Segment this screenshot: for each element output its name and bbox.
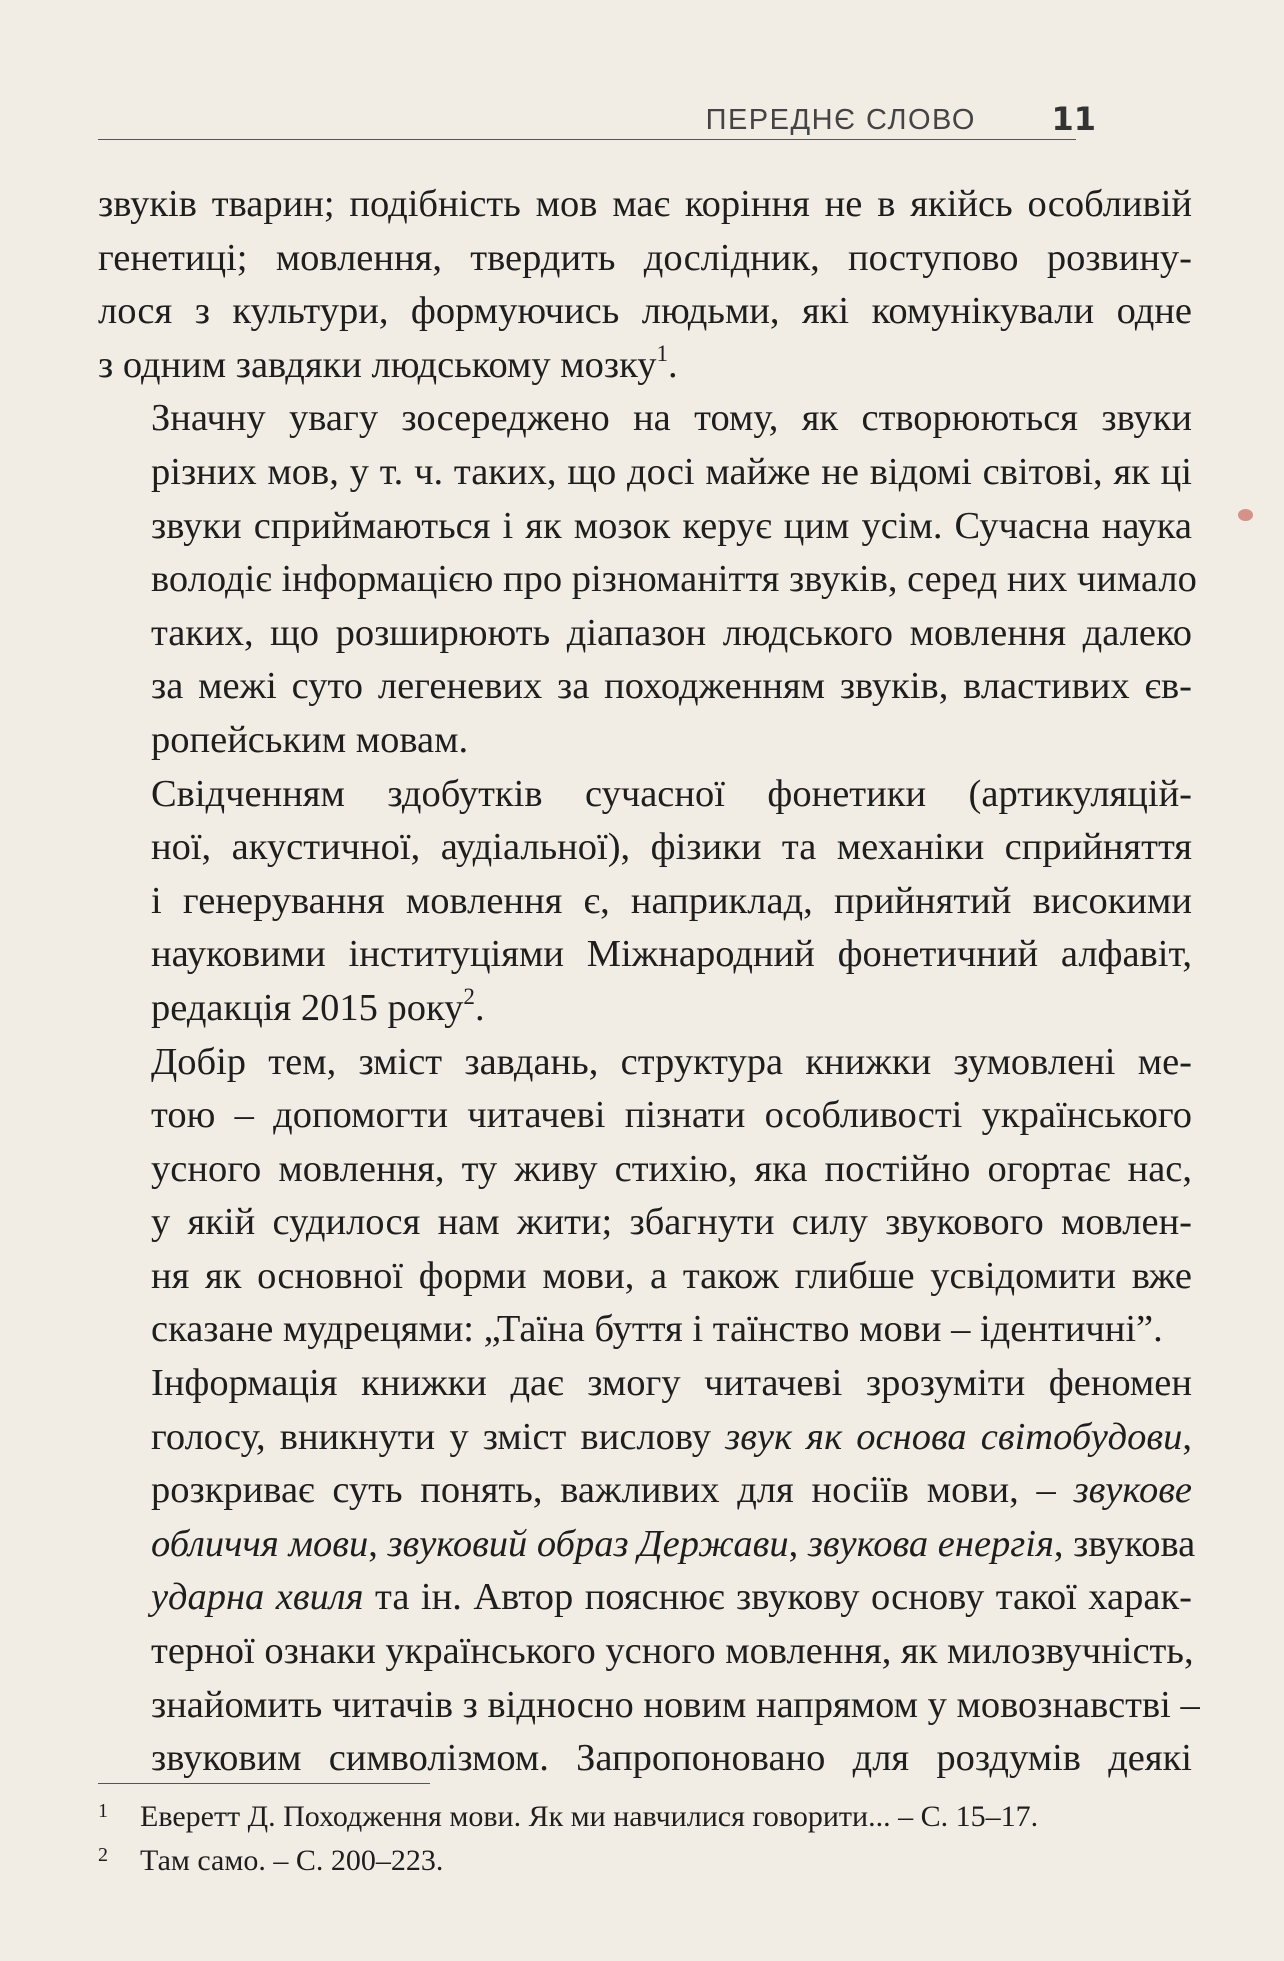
text-line bbox=[98, 339, 1192, 393]
text-line: і генерування мовлення є, наприклад, прийнятий високими bbox=[151, 879, 1192, 922]
text-line: за межі суто легеневих за походженням звуків, властивих єв- bbox=[151, 665, 1192, 708]
text-segment: та ін. Автор пояснює звукову основу такої харак- bbox=[363, 1576, 1192, 1619]
text-line: знайомить читачів з відносно новим напрямом у мовознавстві – bbox=[151, 1683, 1200, 1726]
text-segment: , bbox=[1053, 1522, 1074, 1565]
text-line: володіє інформацією про різноманіття звуків, серед них чимало bbox=[151, 558, 1197, 601]
italic-term: ударна хвиля bbox=[151, 1576, 364, 1619]
text-line: Значну увагу зосереджено на тому, як створюються звуки bbox=[151, 397, 1192, 440]
text-line: звуки сприймаються і як мозок керує цим усім. Сучасна наука bbox=[151, 504, 1192, 547]
text-line: ня як основної форми мови, а також глибше усвідомити вже bbox=[151, 1254, 1192, 1297]
body-text bbox=[98, 178, 1200, 1786]
italic-term: обличчя мови bbox=[151, 1522, 369, 1565]
text-line bbox=[98, 1571, 1192, 1625]
text-segment: . bbox=[668, 343, 678, 386]
paragraph-2 bbox=[98, 392, 1197, 767]
text-line: звуків тварин; подібність мов має коріння не в якійсь особливій bbox=[98, 183, 1192, 225]
text-segment: редакція 2015 року bbox=[151, 986, 464, 1029]
text-segment: голосу, вникнути у зміст вислову bbox=[151, 1415, 726, 1458]
text-line: тою – допомогти читачеві пізнати особливості українського bbox=[151, 1094, 1192, 1137]
text-line: ної, акустичної, аудіальної), фізики та механіки сприйняття bbox=[151, 826, 1192, 869]
page-header bbox=[98, 98, 1188, 148]
italic-term: звукова енергія bbox=[807, 1522, 1054, 1565]
text-line: Добір тем, зміст завдань, структура книжки зумовлені ме- bbox=[151, 1040, 1192, 1083]
paper-stain bbox=[1238, 509, 1253, 521]
footnote-ref-1[interactable]: 1 bbox=[656, 339, 669, 366]
text-segment: , bbox=[368, 1522, 388, 1565]
text-segment: , bbox=[788, 1522, 808, 1565]
footnote-number: 2 bbox=[98, 1844, 108, 1866]
footnote-2 bbox=[98, 1839, 1192, 1883]
italic-term: звукове bbox=[1073, 1469, 1192, 1512]
text-line: терної ознаки українського усного мовлення, як милозвучність, bbox=[151, 1630, 1194, 1673]
text-segment: розкриває суть понять, важливих для носіїв мови, – bbox=[151, 1469, 1074, 1512]
text-line: Інформація книжки дає змогу читачеві зрозуміти феномен bbox=[151, 1362, 1192, 1405]
text-line: Свідченням здобутків сучасної фонетики (артикуляцій- bbox=[151, 772, 1192, 815]
text-line: звуковим символізмом. Запропоновано для роздумів деякі bbox=[151, 1737, 1192, 1780]
paragraph-5 bbox=[98, 1357, 1200, 1786]
text-line: таких, що розширюють діапазон людського мовлення далеко bbox=[151, 611, 1192, 654]
text-segment: , bbox=[1182, 1415, 1192, 1458]
text-line bbox=[98, 982, 1192, 1036]
text-line: науковими інституціями Міжнародний фонетичний алфавіт, bbox=[151, 933, 1192, 976]
footnote-rule bbox=[98, 1783, 430, 1784]
running-title: ПЕРЕДНЄ СЛОВО bbox=[705, 104, 976, 136]
text-line bbox=[98, 1518, 1196, 1572]
footnote-number: 1 bbox=[98, 1800, 108, 1822]
page-number: 11 bbox=[1051, 100, 1096, 138]
paragraph-3 bbox=[98, 768, 1192, 1036]
text-segment: . bbox=[474, 986, 485, 1029]
italic-term: звуковий образ Держави bbox=[387, 1522, 789, 1565]
header-rule bbox=[98, 139, 1076, 140]
text-line: ропейським мовам. bbox=[151, 718, 469, 761]
paragraph-4 bbox=[98, 1036, 1192, 1358]
footnotes bbox=[98, 1795, 1192, 1883]
paragraph-1 bbox=[98, 178, 1192, 392]
footnote-text: Там само. – С. 200–223. bbox=[140, 1844, 444, 1877]
footnote-text: Еверетт Д. Походження мови. Як ми навчилися говорити... – С. 15–17. bbox=[140, 1800, 1039, 1833]
text-line: різних мов, у т. ч. таких, що досі майже не відомі світові, як ці bbox=[151, 450, 1192, 493]
text-segment: з одним завдяки людському мозку bbox=[98, 343, 657, 386]
text-line: усного мовлення, ту живу стихію, яка постійно огортає нас, bbox=[151, 1147, 1192, 1190]
text-line: лося з культури, формуючись людьми, які комунікували одне bbox=[98, 290, 1192, 333]
text-line: у якій судилося нам жити; збагнути силу звукового мовлен- bbox=[151, 1201, 1192, 1244]
text-line bbox=[98, 1411, 1192, 1465]
text-line: генетиці; мовлення, твердить дослідник, поступово розвину- bbox=[98, 236, 1192, 279]
text-line bbox=[98, 1464, 1192, 1518]
footnote-1 bbox=[98, 1795, 1192, 1839]
text-line: сказане мудрецями: „Таїна буття і таїнство мови – ідентичні”. bbox=[151, 1308, 1163, 1351]
footnote-ref-2[interactable]: 2 bbox=[463, 982, 475, 1009]
text-segment: звукова bbox=[1073, 1522, 1196, 1565]
italic-term: звук як основа світобудови bbox=[725, 1415, 1183, 1458]
